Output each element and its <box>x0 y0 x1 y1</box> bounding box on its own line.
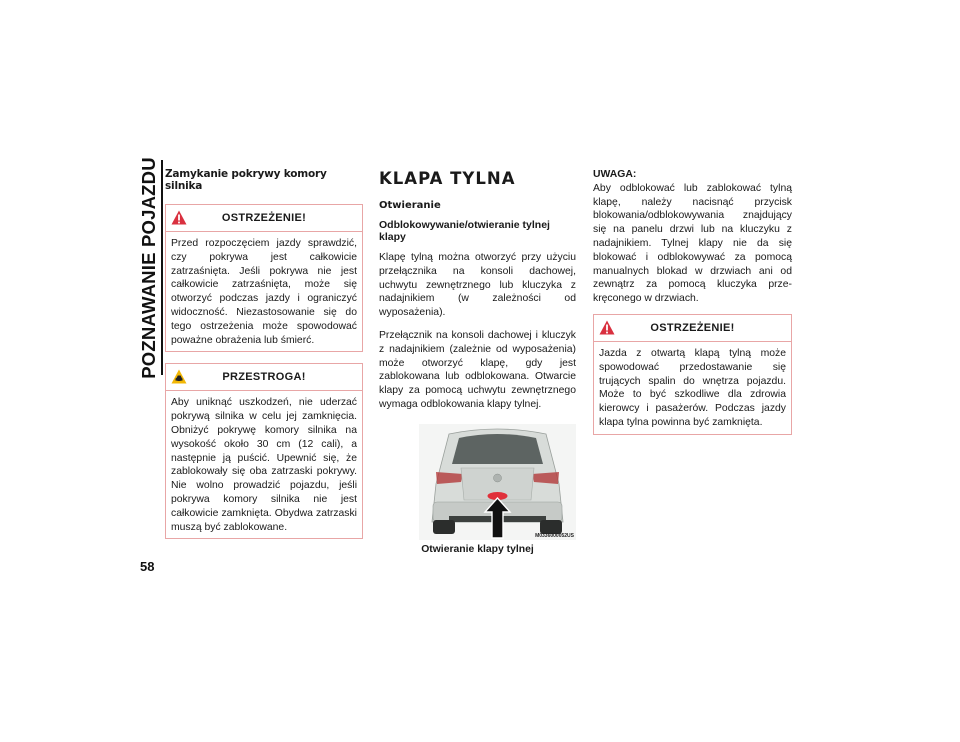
warning-box-header <box>166 205 362 232</box>
caution-box-text: Aby uniknąć uszkodzeń, nie uderzać pokrywą silnika w celu jej zamknięcia. Obniżyć pokrywę komory silnika na wysokość około 30 cm (12 cali), a następnie ją puścić. Upewnić się, że zablokowały się oba zatrzaski pokrywy. Nie wolno prowadzić pojazdu, jeśli pokrywa komory silnika nie jest całkowicie zamknięta. Obydwa zatrzaski muszą być zablokowane. <box>171 397 357 533</box>
column-left <box>165 168 363 539</box>
caution-box-header <box>166 364 362 391</box>
body-paragraph-2: Przełącznik na konsoli dachowej i kluczyk z nadajnikiem (zależnie od wyposażenia) może otworzyć klapę, gdy jest zablokowana lub odblokowana. Otwarcie klapy za pomocą uchwytu zewnętrznego wymaga odblokowania klapy tylnej. <box>379 329 576 410</box>
warning-box-title: OSTRZEŻENIE! <box>221 212 307 224</box>
warning-box-right-header <box>594 315 791 342</box>
side-tab-divider <box>161 160 163 375</box>
section-side-tab <box>138 157 160 379</box>
vehicle-rear-illustration <box>419 424 576 540</box>
liftgate-photo <box>419 424 576 540</box>
note-label: UWAGA: <box>593 169 637 180</box>
section-title: KLAPA TYLNA <box>379 169 516 188</box>
warning-triangle-icon <box>599 320 615 335</box>
warning-box-text: Przed rozpoczęciem jazdy sprawdzić, czy pokrywa jest całkowicie zatrzaśnięta. Jeśli pokrywa nie jest całkowicie zatrzaśnięta, może się otworzyć podczas jazdy i ograniczyć widoczność. Niezastosowanie się do tego ostrzeżenia może spowodować poważne obrażenia lub śmierć. <box>171 238 357 346</box>
minor-heading: Otwieranie <box>379 200 441 211</box>
caution-box-title: PRZESTROGA! <box>222 371 306 384</box>
figure-caption: Otwieranie klapy tylnej <box>421 543 534 555</box>
paragraph-heading: Odblokowywanie/otwieranie tylnej klapy <box>379 219 550 243</box>
column-right <box>593 168 792 435</box>
caution-box <box>165 363 363 539</box>
warning-triangle-icon <box>171 210 187 225</box>
page-number: 58 <box>140 559 155 574</box>
caution-car-icon <box>171 369 187 384</box>
warning-box-right-title: OSTRZEŻENIE! <box>650 321 735 334</box>
warning-box <box>165 204 363 352</box>
image-reference-code: M0336000052US <box>535 532 574 539</box>
column-middle <box>379 168 576 555</box>
warning-box-right <box>593 314 792 435</box>
note-text: Aby odblokować lub zablokować tylną klapę, należy nacisnąć przycisk blokowania/odblokowywania znajdujący się na panelu drzwi lub na kluczyku z nadajnikiem. Tylnej klapy nie da się blokować i odblokowywać za pomocą manualnych blokad w drzwiach ani od zewnątrz za pomocą kluczyka prze-kręconego w drzwiach. <box>593 182 792 305</box>
warning-box-right-text: Jazda z otwartą klapą tylną może spowodować przedostawanie się trujących spalin do wnętrza pojazdu. Może to być szkodliwe dla zdrowia kierowcy i pasażerów. Podczas jazdy klapa tylna powinna być zamknięta. <box>599 347 786 428</box>
subsection-heading: Zamykanie pokrywy komory silnika <box>165 168 327 192</box>
body-paragraph-1: Klapę tylną można otworzyć przy użyciu przełącznika na konsoli dachowej, uchwytu zewnętrznego lub kluczyka z nadajnikiem (w zależności od wyposażenia). <box>379 252 576 319</box>
section-side-tab-label: POZNAWANIE POJAZDU <box>138 157 160 379</box>
